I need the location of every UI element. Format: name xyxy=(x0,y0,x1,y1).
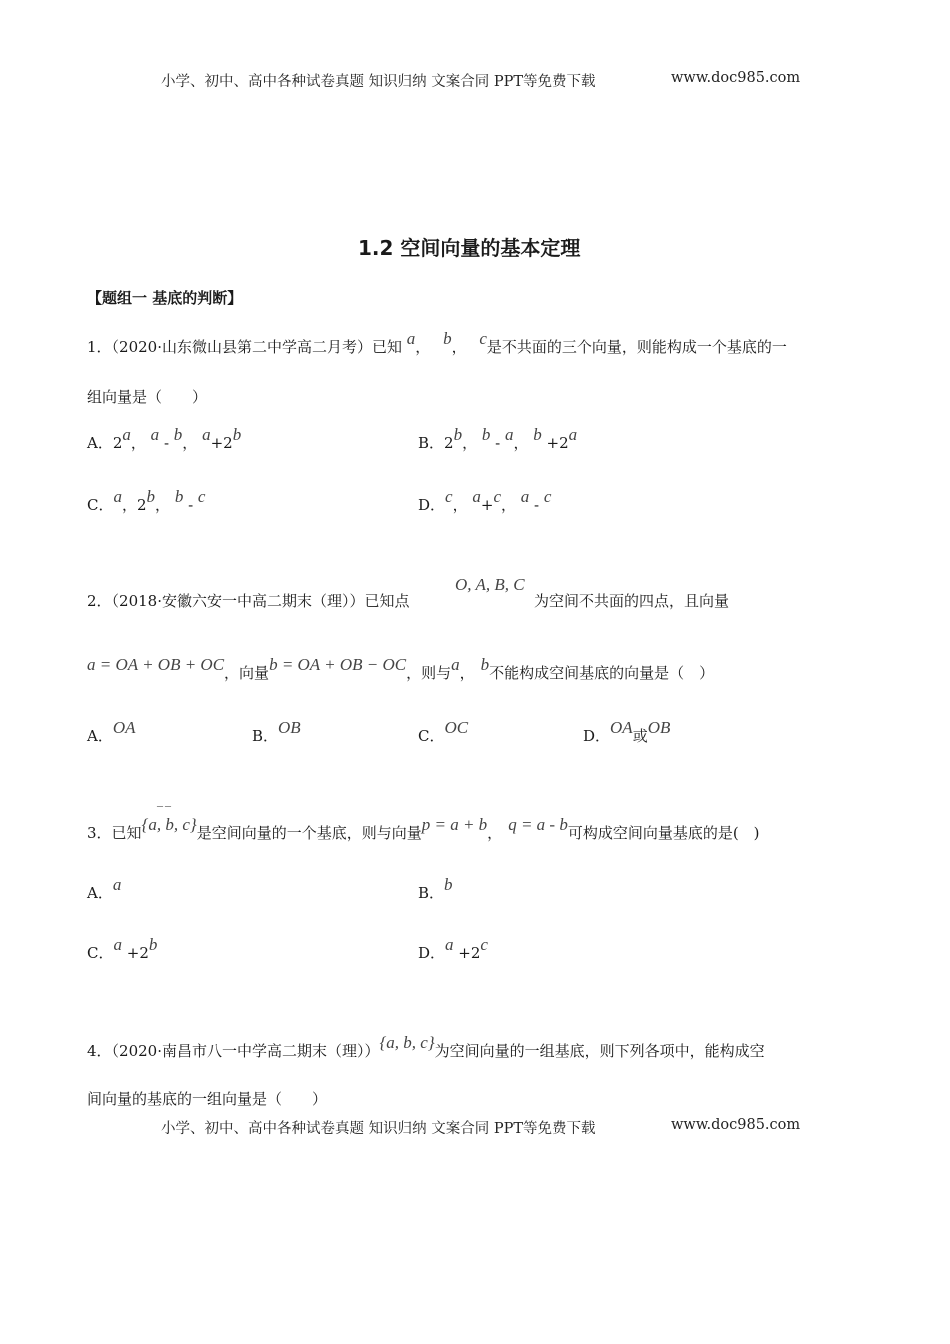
page-header-url: www.doc985.com xyxy=(671,70,801,86)
q3-option-b[interactable]: B．b xyxy=(418,875,453,902)
q2-stem-line1-tail: 为空间不共面的四点，且向量 xyxy=(534,592,730,610)
section-heading: 【题组一 基底的判断】 xyxy=(87,289,243,307)
q3-option-c[interactable]: C．a +2b xyxy=(87,935,158,962)
q1-option-d[interactable]: D．c， a+c， a - c xyxy=(418,487,552,514)
q1-option-c[interactable]: C．a，2b， b - c xyxy=(87,487,206,514)
q1-stem-line1: 1．（2020·山东微山县第二中学高二月考）已知 a， b， c是不共面的三个向量，则能构成一个基底的一 xyxy=(87,329,787,356)
q3-overbar-marks: –– xyxy=(157,798,173,812)
q2-stem-line1: 2．（2018·安徽六安一中高二期末（理））已知点 xyxy=(87,592,410,610)
q3-option-d[interactable]: D．a +2c xyxy=(418,935,488,962)
page-header-text: 小学、初中、高中各种试卷真题 知识归纳 文案合同 PPT等免费下载 xyxy=(161,74,596,90)
q2-option-a[interactable]: A．OA xyxy=(87,718,136,745)
page-title: 1.2 空间向量的基本定理 xyxy=(358,236,581,260)
q1-stem-line2: 组向量是（ ） xyxy=(87,388,208,406)
q4-stem-line1: 4．（2020·南昌市八一中学高二期末（理））{a, b, c}为空间向量的一组基底，则下列各项中，能构成空 xyxy=(87,1033,765,1060)
page-footer-text: 小学、初中、高中各种试卷真题 知识归纳 文案合同 PPT等免费下载 xyxy=(161,1121,596,1137)
q4-stem-line2: 间向量的基底的一组向量是（ ） xyxy=(87,1090,328,1108)
q2-points: O, A, B, C xyxy=(455,575,525,594)
q3-option-a[interactable]: A．a xyxy=(87,875,122,902)
page-footer-url: www.doc985.com xyxy=(671,1117,801,1133)
q2-stem-line2: a = OA + OB + OC，向量b = OA + OB − OC，则与a， b不能构成空间基底的向量是（ ） xyxy=(87,655,715,682)
q1-option-b[interactable]: B．2b， b - a， b +2a xyxy=(418,425,578,452)
q2-option-b[interactable]: B．OB xyxy=(252,718,301,745)
q1-option-a[interactable]: A．2a， a - b， a+2b xyxy=(87,425,242,452)
q2-option-c[interactable]: C．OC xyxy=(418,718,469,745)
q2-option-d[interactable]: D．OA或OB xyxy=(583,718,671,745)
q3-stem: 3．已知{a, b, c}是空间向量的一个基底，则与向量p = a + b， q = a - b可构成空间向量基底的是( ) xyxy=(87,815,760,842)
